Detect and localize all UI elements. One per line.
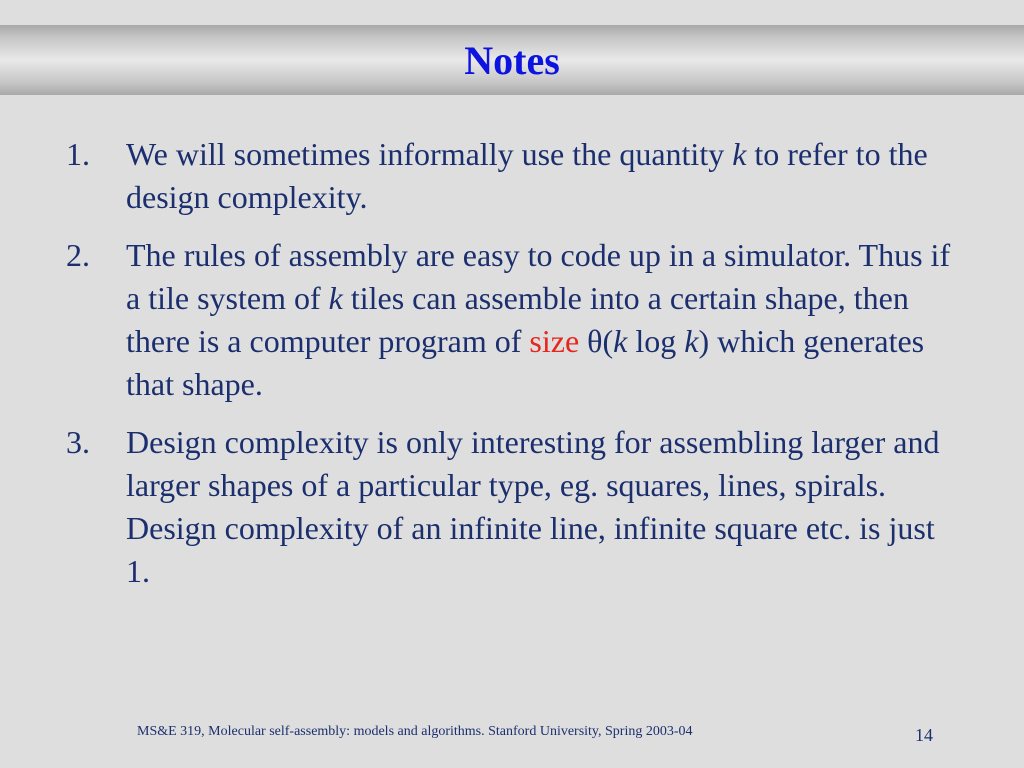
note-item-1: [66, 133, 966, 219]
note-item-3: [66, 421, 966, 593]
slide-title: Notes: [464, 38, 560, 83]
note-item-2: [66, 234, 966, 406]
note-text-part: ) which generates that shape.: [126, 323, 925, 402]
note-number: 1.: [66, 136, 90, 172]
note-text: [126, 237, 950, 402]
slide-footer: MS&E 319, Molecular self-assembly: models and algorithms. Stanford University, Spring 2003-04: [137, 724, 693, 739]
variable-k: k: [732, 136, 747, 172]
note-text-part: tiles can assemble into a certain shape, then there is a computer program of: [126, 280, 909, 359]
note-text-part: to refer to the design complexity.: [126, 136, 928, 215]
variable-k: k: [684, 323, 699, 359]
title-band: [0, 25, 1024, 95]
variable-k: k: [328, 280, 343, 316]
notes-list: [66, 133, 966, 608]
page-number: 14: [915, 725, 933, 745]
variable-k: k: [613, 323, 628, 359]
note-text-part: θ(: [579, 323, 614, 359]
highlight-size: size: [529, 323, 580, 359]
note-text: [126, 424, 939, 589]
note-text-part: The rules of assembly are easy to code up in a simulator. Thus if a tile system of: [126, 237, 951, 316]
note-text-part: We will sometimes informally use the quantity: [126, 136, 733, 172]
note-number: 3.: [66, 424, 90, 460]
note-text-part: Design complexity is only interesting for assembling larger and larger shapes of a particular type, eg. squares, lines, spirals. Design complexity of an infinite line, infinite square etc. is just 1.: [126, 424, 940, 589]
note-text-part: log: [627, 323, 685, 359]
note-text: [126, 136, 928, 215]
note-number: 2.: [66, 237, 90, 273]
